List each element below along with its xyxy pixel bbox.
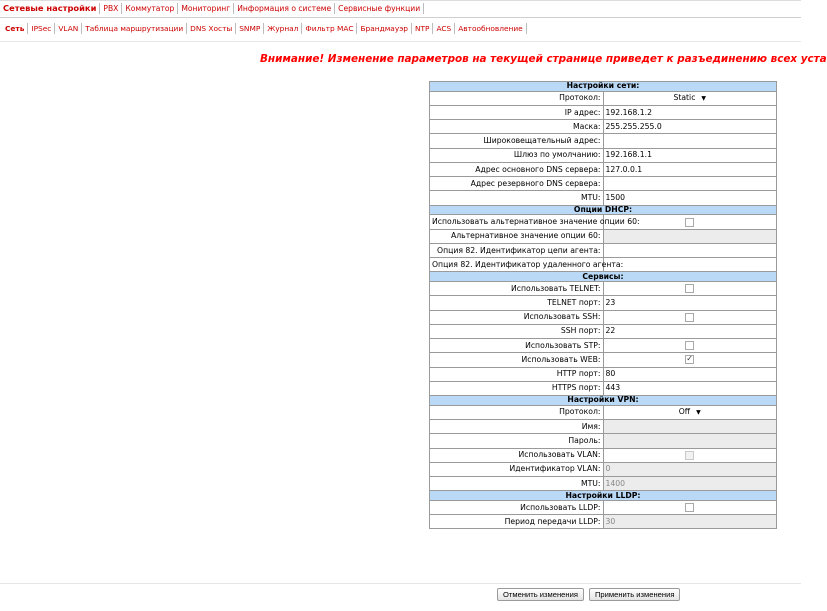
ssh-port-field[interactable]: 22 bbox=[603, 324, 777, 338]
mtu-label: MTU: bbox=[430, 191, 604, 205]
opt82-remote-field[interactable] bbox=[603, 258, 777, 272]
tab-network[interactable]: Сеть bbox=[2, 23, 28, 34]
use-web-checkbox[interactable] bbox=[685, 355, 694, 364]
tab-auto-update[interactable]: Автообновление bbox=[455, 23, 526, 34]
main-menu bbox=[0, 0, 801, 18]
opt82-circuit-field[interactable] bbox=[603, 243, 777, 257]
use-lldp-label: Использовать LLDP: bbox=[430, 500, 604, 514]
vpn-use-vlan-label: Использовать VLAN: bbox=[430, 448, 604, 462]
vpn-password-field[interactable] bbox=[603, 434, 777, 448]
menu-pbx[interactable]: PBX bbox=[100, 3, 122, 14]
ip-address-label: IP адрес: bbox=[430, 105, 604, 119]
use-ssh-checkbox[interactable] bbox=[685, 313, 694, 322]
http-port-label: HTTP порт: bbox=[430, 367, 604, 381]
network-protocol-value: Static bbox=[673, 92, 696, 102]
use-telnet-label: Использовать TELNET: bbox=[430, 282, 604, 296]
dhcp-options-header: Опции DHCP: bbox=[430, 205, 777, 215]
mtu-field[interactable]: 1500 bbox=[603, 191, 777, 205]
tab-vlan[interactable]: VLAN bbox=[55, 23, 82, 34]
dns-primary-field[interactable]: 127.0.0.1 bbox=[603, 162, 777, 176]
use-opt60-label: Использовать альтернативное значение опции 60: bbox=[430, 215, 604, 229]
vpn-password-label: Пароль: bbox=[430, 434, 604, 448]
vpn-protocol-value: Off bbox=[678, 406, 691, 416]
vpn-mtu-label: MTU: bbox=[430, 477, 604, 491]
gateway-label: Шлюз по умолчанию: bbox=[430, 148, 604, 162]
telnet-port-label: TELNET порт: bbox=[430, 296, 604, 310]
lldp-period-label: Период передачи LLDP: bbox=[430, 515, 604, 529]
tab-mac-filter[interactable]: Фильтр MAC bbox=[302, 23, 357, 34]
use-stp-checkbox[interactable] bbox=[685, 341, 694, 350]
tab-routing-table[interactable]: Таблица маршрутизации bbox=[82, 23, 187, 34]
menu-service-functions[interactable]: Сервисные функции bbox=[335, 3, 424, 14]
mask-field[interactable]: 255.255.255.0 bbox=[603, 120, 777, 134]
apply-changes-button[interactable]: Применить изменения bbox=[589, 588, 680, 601]
dns-secondary-label: Адрес резервного DNS сервера: bbox=[430, 177, 604, 191]
use-ssh-label: Использовать SSH: bbox=[430, 310, 604, 324]
cancel-changes-button[interactable]: Отменить изменения bbox=[497, 588, 584, 601]
lldp-period-field[interactable]: 30 bbox=[603, 515, 777, 529]
vpn-settings-header: Настройки VPN: bbox=[430, 396, 777, 406]
menu-network-settings[interactable]: Сетевые настройки bbox=[0, 3, 100, 14]
warning-message: Внимание! Изменение параметров на текущей странице приведет к разъединению всех уста bbox=[260, 53, 827, 65]
network-protocol-label: Протокол: bbox=[430, 91, 604, 105]
vpn-protocol-select[interactable] bbox=[679, 406, 701, 419]
tab-ntp[interactable]: NTP bbox=[412, 23, 434, 34]
vpn-use-vlan-checkbox[interactable] bbox=[685, 451, 694, 460]
telnet-port-field[interactable]: 23 bbox=[603, 296, 777, 310]
ip-address-field[interactable]: 192.168.1.2 bbox=[603, 105, 777, 119]
broadcast-field[interactable] bbox=[603, 134, 777, 148]
sub-menu bbox=[2, 21, 801, 35]
chevron-down-icon: ▼ bbox=[696, 408, 701, 416]
alt-opt60-label: Альтернативное значение опции 60: bbox=[430, 229, 604, 243]
divider bbox=[0, 583, 801, 584]
network-settings-header: Настройки сети: bbox=[430, 82, 777, 92]
tab-snmp[interactable]: SNMP bbox=[236, 23, 264, 34]
mask-label: Маска: bbox=[430, 120, 604, 134]
use-lldp-checkbox[interactable] bbox=[685, 503, 694, 512]
https-port-label: HTTPS порт: bbox=[430, 381, 604, 395]
gateway-field[interactable]: 192.168.1.1 bbox=[603, 148, 777, 162]
use-opt60-checkbox[interactable] bbox=[685, 218, 694, 227]
tab-dns-hosts[interactable]: DNS Хосты bbox=[187, 23, 236, 34]
vpn-vlan-id-label: Идентификатор VLAN: bbox=[430, 462, 604, 476]
dns-secondary-field[interactable] bbox=[603, 177, 777, 191]
dns-primary-label: Адрес основного DNS сервера: bbox=[430, 162, 604, 176]
services-header: Сервисы: bbox=[430, 272, 777, 282]
ssh-port-label: SSH порт: bbox=[430, 324, 604, 338]
tab-firewall[interactable]: Брандмауэр bbox=[357, 23, 411, 34]
http-port-field[interactable]: 80 bbox=[603, 367, 777, 381]
use-stp-label: Использовать STP: bbox=[430, 339, 604, 353]
tab-ipsec[interactable]: IPSec bbox=[28, 23, 55, 34]
opt82-remote-label: Опция 82. Идентификатор удаленного агента: bbox=[430, 258, 604, 272]
network-protocol-select[interactable] bbox=[673, 92, 706, 105]
lldp-settings-header: Настройки LLDP: bbox=[430, 491, 777, 501]
divider bbox=[0, 41, 801, 42]
use-web-label: Использовать WEB: bbox=[430, 353, 604, 367]
broadcast-label: Широковещательный адрес: bbox=[430, 134, 604, 148]
settings-table bbox=[429, 81, 777, 529]
opt82-circuit-label: Опция 82. Идентификатор цепи агента: bbox=[430, 243, 604, 257]
tab-acs[interactable]: ACS bbox=[433, 23, 455, 34]
alt-opt60-field[interactable] bbox=[603, 229, 777, 243]
chevron-down-icon: ▼ bbox=[701, 94, 707, 102]
menu-switch[interactable]: Коммутатор bbox=[122, 3, 178, 14]
vpn-name-label: Имя: bbox=[430, 420, 604, 434]
action-buttons bbox=[497, 588, 680, 601]
tab-log[interactable]: Журнал bbox=[264, 23, 302, 34]
vpn-vlan-id-field[interactable]: 0 bbox=[603, 462, 777, 476]
menu-system-info[interactable]: Информация о системе bbox=[234, 3, 335, 14]
menu-monitoring[interactable]: Мониторинг bbox=[178, 3, 234, 14]
vpn-mtu-field[interactable]: 1400 bbox=[603, 477, 777, 491]
vpn-name-field[interactable] bbox=[603, 420, 777, 434]
https-port-field[interactable]: 443 bbox=[603, 381, 777, 395]
use-telnet-checkbox[interactable] bbox=[685, 284, 694, 293]
vpn-protocol-label: Протокол: bbox=[430, 405, 604, 419]
